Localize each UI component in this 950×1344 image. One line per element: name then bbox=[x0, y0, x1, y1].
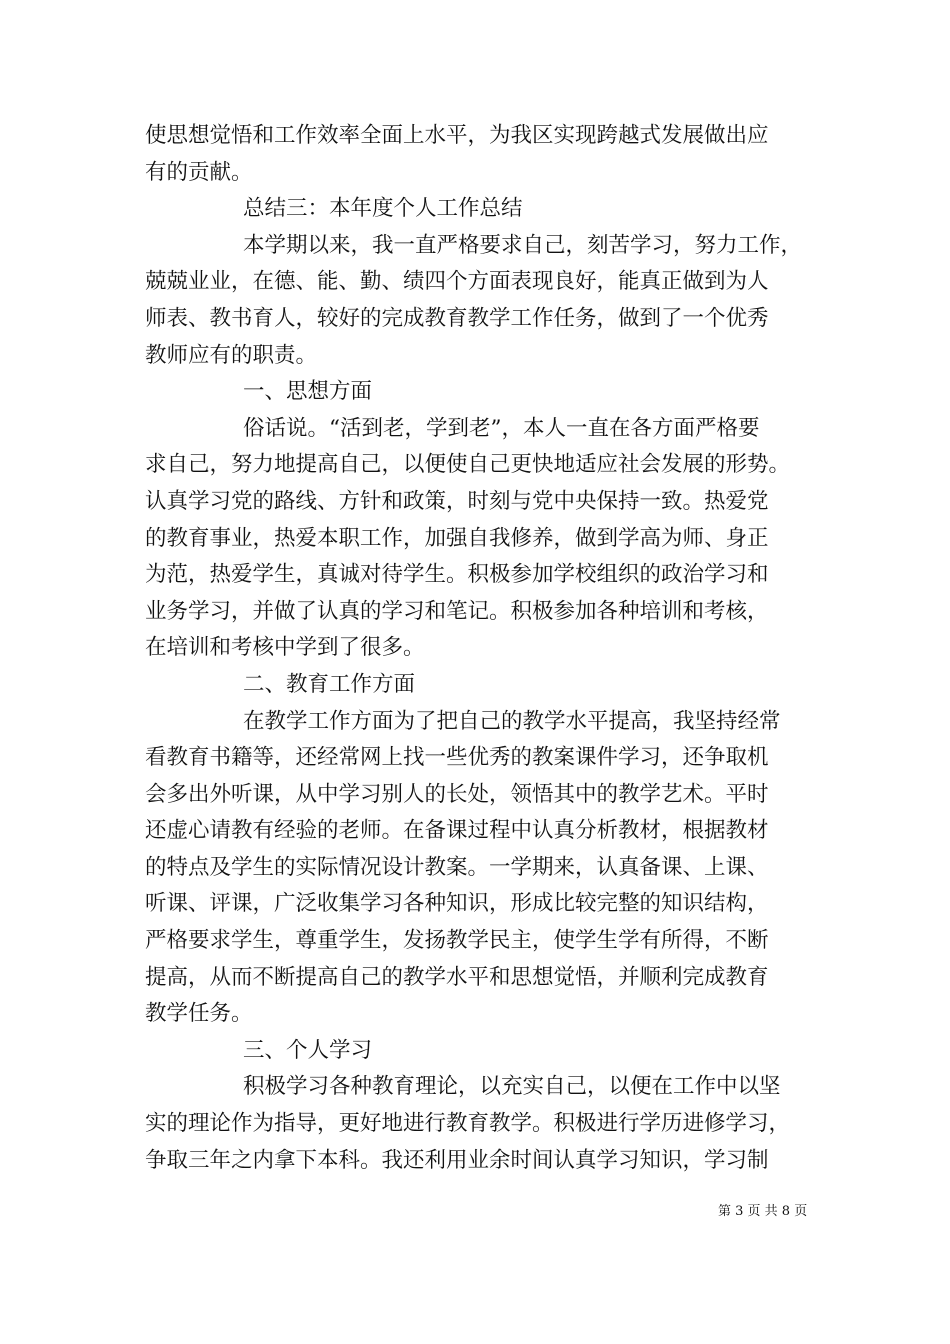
text-line: 提高，从而不断提高自己的教学水平和思想觉悟，并顺利完成教育 bbox=[145, 964, 769, 990]
text-line: 认真学习党的路线、方针和政策，时刻与党中央保持一致。热爱党 bbox=[145, 488, 769, 514]
text-line: 总结三：本年度个人工作总结 bbox=[243, 196, 523, 222]
text-line: 使思想觉悟和工作效率全面上水平，为我区实现跨越式发展做出应 bbox=[145, 123, 769, 148]
text-line: 在培训和考核中学到了很多。 bbox=[145, 635, 425, 661]
text-line: 实的理论作为指导，更好地进行教育教学。积极进行学历进修学习， bbox=[145, 1111, 791, 1137]
text-line: 教师应有的职责。 bbox=[145, 342, 318, 368]
text-line: 二、教育工作方面 bbox=[243, 671, 416, 697]
text-line: 兢兢业业，在德、能、勤、绩四个方面表现良好，能真正做到为人 bbox=[145, 269, 769, 295]
text-line: 师表、教书育人，较好的完成教育教学工作任务，做到了一个优秀 bbox=[145, 305, 769, 331]
text-line: 有的贡献。 bbox=[145, 159, 253, 185]
text-line: 还虚心请教有经验的老师。在备课过程中认真分析教材，根据教材 bbox=[145, 818, 769, 844]
text-line: 俗话说。“活到老，学到老”，本人一直在各方面严格要 bbox=[243, 415, 760, 441]
text-line: 严格要求学生，尊重学生，发扬教学民主，使学生学有所得，不断 bbox=[145, 928, 769, 954]
text-line: 听课、评课，广泛收集学习各种知识，形成比较完整的知识结构， bbox=[145, 891, 769, 917]
text-line: 争取三年之内拿下本科。我还利用业余时间认真学习知识，学习制 bbox=[145, 1147, 769, 1173]
text-line: 会多出外听课，从中学习别人的长处，领悟其中的教学艺术。平时 bbox=[145, 781, 769, 807]
body-text bbox=[145, 118, 810, 1179]
page-footer: 第 3 页 共 8 页 bbox=[718, 1204, 808, 1219]
text-line: 的教育事业，热爱本职工作，加强自我修养，做到学高为师、身正 bbox=[145, 525, 769, 551]
text-line: 教学任务。 bbox=[145, 1001, 253, 1027]
text-line: 在教学工作方面为了把自己的教学水平提高，我坚持经常 bbox=[243, 708, 781, 734]
text-line: 求自己，努力地提高自己，以便使自己更快地适应社会发展的形势。 bbox=[145, 452, 791, 478]
text-line: 本学期以来，我一直严格要求自己，刻苦学习，努力工作， bbox=[243, 232, 803, 258]
text-line: 的特点及学生的实际情况设计教案。一学期来，认真备课、上课、 bbox=[145, 854, 769, 880]
text-line: 业务学习，并做了认真的学习和笔记。积极参加各种培训和考核， bbox=[145, 598, 769, 624]
text-line: 看教育书籍等，还经常网上找一些优秀的教案课件学习，还争取机 bbox=[145, 745, 769, 771]
text-line: 为范，热爱学生，真诚对待学生。积极参加学校组织的政治学习和 bbox=[145, 562, 769, 588]
text-line: 三、个人学习 bbox=[243, 1037, 373, 1063]
text-line: 一、思想方面 bbox=[243, 379, 373, 405]
text-line: 积极学习各种教育理论，以充实自己，以便在工作中以坚 bbox=[243, 1074, 781, 1100]
